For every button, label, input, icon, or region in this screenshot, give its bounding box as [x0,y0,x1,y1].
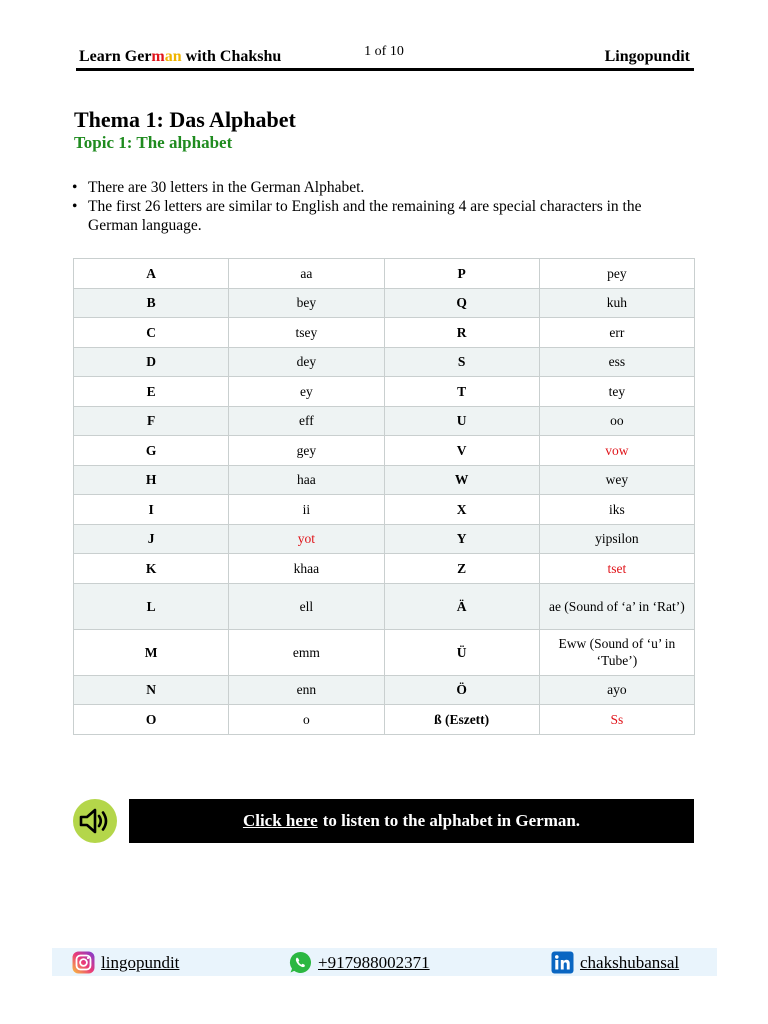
table-row [74,675,695,705]
letter-cell: Ö [384,675,539,705]
letter-cell: H [74,465,229,495]
letter-cell: E [74,377,229,407]
audio-link-description: to listen to the alphabet in German. [322,811,581,830]
letter-cell: S [384,347,539,377]
letter-cell: O [74,705,229,735]
pronunciation-cell: kuh [539,288,694,318]
table-row [74,524,695,554]
table-row [74,259,695,289]
letter-cell: Y [384,524,539,554]
linkedin-icon [551,951,574,974]
letter-cell: F [74,406,229,436]
letter-cell: N [74,675,229,705]
table-row [74,288,695,318]
letter-cell: G [74,436,229,466]
pronunciation-cell: ess [539,347,694,377]
pronunciation-cell: gey [229,436,384,466]
table-row [74,347,695,377]
table-row [74,554,695,584]
listen-alphabet-link[interactable]: Click here [242,811,318,830]
whatsapp-number[interactable]: +917988002371 [318,952,430,972]
linkedin-contact[interactable] [551,951,679,974]
letter-cell: X [384,495,539,525]
speaker-glyph [73,799,117,843]
pronunciation-cell: tset [539,554,694,584]
pronunciation-cell: bey [229,288,384,318]
pronunciation-cell: iks [539,495,694,525]
letter-cell: ß (Eszett) [384,705,539,735]
pronunciation-cell: enn [229,675,384,705]
pronunciation-cell: haa [229,465,384,495]
pronunciation-cell: ell [229,583,384,629]
header-title-part: with Chakshu [181,48,282,65]
pronunciation-cell: aa [229,259,384,289]
letter-cell: J [74,524,229,554]
letter-cell: M [74,629,229,675]
letter-cell: P [384,259,539,289]
letter-cell: B [74,288,229,318]
pronunciation-cell: eff [229,406,384,436]
table-row [74,465,695,495]
table-row [74,377,695,407]
pronunciation-cell: wey [539,465,694,495]
header-brand: Lingopundit [604,48,690,65]
pronunciation-cell: tey [539,377,694,407]
letter-cell: D [74,347,229,377]
pronunciation-cell: yipsilon [539,524,694,554]
header-title-part: Learn Ger [79,48,152,65]
page-subtitle: Topic 1: The alphabet [74,133,233,152]
linkedin-handle[interactable]: chakshubansal [580,952,680,972]
pronunciation-cell: tsey [229,318,384,348]
letter-cell: V [384,436,539,466]
bullet-item: • There are 30 letters in the German Alphabet. [72,178,694,197]
alphabet-table [73,258,695,735]
table-row [74,705,695,735]
header-divider [76,68,694,71]
pronunciation-cell: vow [539,436,694,466]
pronunciation-cell: ey [229,377,384,407]
page-header [76,40,692,68]
table-row [74,406,695,436]
letter-cell: T [384,377,539,407]
table-row [74,436,695,466]
pronunciation-cell: ii [229,495,384,525]
whatsapp-contact[interactable] [289,951,430,974]
intro-bullet-list [72,178,694,235]
pronunciation-cell: emm [229,629,384,675]
pronunciation-cell: oo [539,406,694,436]
pronunciation-cell: pey [539,259,694,289]
table-row [74,495,695,525]
pronunciation-cell: Eww (Sound of ‘u’ in ‘Tube’) [539,629,694,675]
page-title: Thema 1: Das Alphabet [74,107,296,132]
letter-cell: R [384,318,539,348]
header-title-part: m [151,48,165,65]
letter-cell: K [74,554,229,584]
pronunciation-cell: ae (Sound of ‘a’ in ‘Rat’) [539,583,694,629]
letter-cell: Q [384,288,539,318]
table-row [74,318,695,348]
audio-link-bar [129,799,694,843]
letter-cell: Ä [384,583,539,629]
pronunciation-cell: ayo [539,675,694,705]
table-row [74,629,695,675]
instagram-handle[interactable]: lingopundit [101,952,180,972]
pronunciation-cell: err [539,318,694,348]
letter-cell: C [74,318,229,348]
letter-cell: U [384,406,539,436]
pronunciation-cell: yot [229,524,384,554]
page-number: 1 of 10 [364,44,404,59]
pronunciation-cell: o [229,705,384,735]
letter-cell: I [74,495,229,525]
pronunciation-cell: Ss [539,705,694,735]
header-title-part: an [164,48,182,65]
letter-cell: Ü [384,629,539,675]
letter-cell: A [74,259,229,289]
instagram-icon [72,951,95,974]
letter-cell: L [74,583,229,629]
letter-cell: Z [384,554,539,584]
whatsapp-icon [289,951,312,974]
instagram-contact[interactable] [72,951,179,974]
letter-cell: W [384,465,539,495]
speaker-icon[interactable] [73,799,117,843]
table-row [74,583,695,629]
pronunciation-cell: dey [229,347,384,377]
pronunciation-cell: khaa [229,554,384,584]
page-footer [52,948,717,976]
bullet-item: • The first 26 letters are similar to English and the remaining 4 are special characters in the German language. [72,197,694,235]
